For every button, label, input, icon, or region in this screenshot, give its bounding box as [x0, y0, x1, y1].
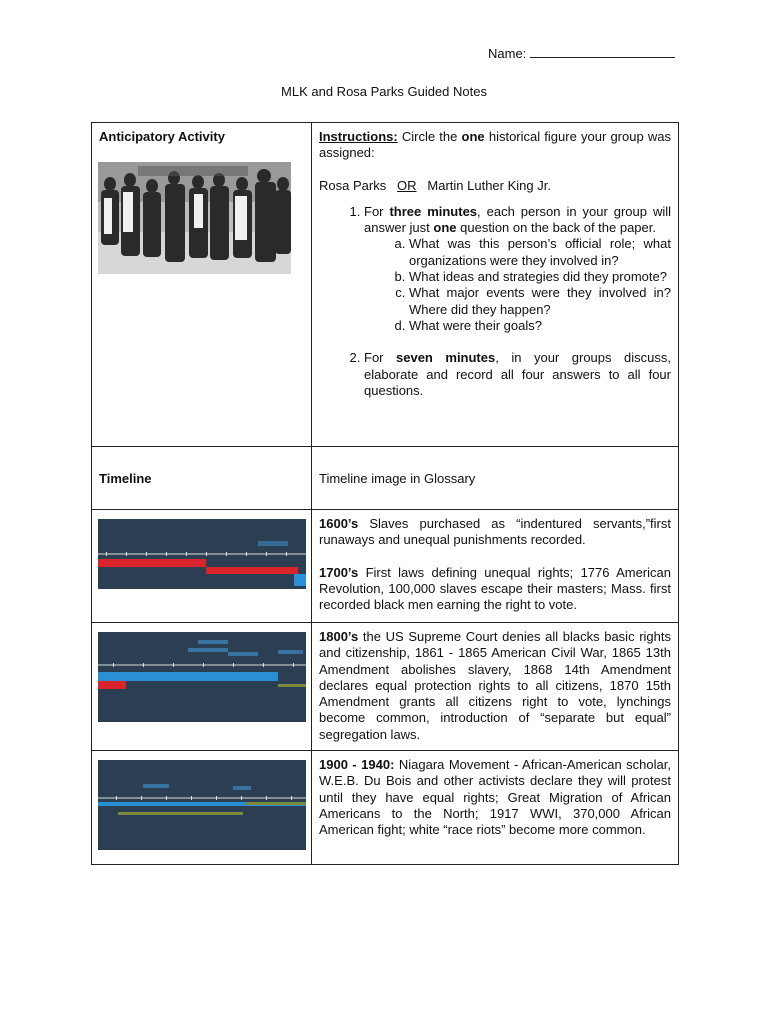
period-1900-1940: 1900 - 1940: Niagara Movement - African-American scholar, W.E.B. Du Bois and other activists declare they will protest until they have equal rights; Great Migration of African Americans to the North; 1917 WWI, 370,000 African American fight; white “race riots” become more common. — [319, 757, 671, 838]
choice-mlk[interactable]: Martin Luther King Jr. — [427, 177, 551, 193]
document-title: MLK and Rosa Parks Guided Notes — [281, 84, 487, 99]
instructions-label: Instructions: — [319, 129, 398, 144]
anticipatory-label: Anticipatory Activity — [99, 129, 225, 144]
activity-steps — [319, 204, 671, 399]
timeline-image-1900s — [98, 760, 306, 850]
period-1800s-cell — [312, 623, 679, 751]
timeline-image-cell — [92, 751, 312, 865]
name-label: Name: — [488, 46, 527, 61]
question-item: a. What was this person’s official role; what organizations were they involved in? — [409, 236, 671, 269]
period-1700s: 1700’s First laws defining unequal rights; 1776 American Revolution, 100,000 slaves escape their masters; Mass. first recorded black men earning the right to vote. — [319, 564, 671, 613]
table-row-1900-1940 — [92, 751, 679, 865]
name-field[interactable] — [488, 45, 675, 61]
table-row-timeline — [92, 447, 679, 510]
question-item: b. What ideas and strategies did they promote? — [409, 269, 671, 285]
timeline-image-cell — [92, 510, 312, 623]
question-item: c. What major events were they involved in? Where did they happen? — [409, 285, 671, 318]
table-row-1600s-1700s — [92, 510, 679, 623]
guided-notes-table — [91, 122, 679, 865]
question-item: d. What were their goals? — [409, 318, 671, 334]
period-1900-1940-cell — [312, 751, 679, 865]
timeline-image-cell — [92, 623, 312, 751]
period-1600s-1700s-cell — [312, 510, 679, 623]
step-2: 2. For seven minutes, in your groups discuss, elaborate and record all four answers to all four questions. — [364, 350, 671, 399]
instructions-post: historical figure your group was assigned: — [319, 129, 671, 161]
period-1600s: 1600’s Slaves purchased as “indentured servants,”first runaways and unequal punishments recorded. — [319, 516, 671, 548]
march-photo — [98, 162, 291, 274]
timeline-image-1800s — [98, 632, 306, 722]
instructions-cell — [312, 123, 679, 447]
timeline-reference: Timeline image in Glossary — [319, 471, 476, 486]
name-blank-line[interactable] — [530, 45, 675, 58]
timeline-image-1600s — [98, 519, 306, 589]
instructions-emphasis: one — [461, 129, 485, 144]
table-row-1800s — [92, 623, 679, 751]
choice-or: OR — [397, 177, 417, 193]
table-row-anticipatory — [92, 123, 679, 447]
timeline-label: Timeline — [99, 471, 152, 486]
instructions-pre: Circle the — [401, 129, 458, 144]
question-list — [364, 236, 671, 334]
instructions-text — [319, 129, 671, 162]
timeline-text-cell — [312, 447, 679, 510]
choice-rosa-parks[interactable]: Rosa Parks — [319, 177, 387, 193]
figure-choice[interactable] — [319, 178, 671, 194]
anticipatory-cell — [92, 123, 312, 447]
period-1800s: 1800’s the US Supreme Court denies all blacks basic rights and citizenship, 1861 - 1865 American Civil War, 1865 13th Amendment abolishes slavery, 1868 14th Amendment declares equal protection rights to all citizens, 1870 15th Amendment grants all citizens right to vote, lynchings become common, introduction of “separate but equal” segregation laws. — [319, 629, 671, 742]
timeline-label-cell — [92, 447, 312, 510]
step-1: 1. For three minutes, each person in your group will answer just one question on the back of the paper. a. What was this person’s official role; what organizations were they involved in? b. What ideas and strategies did they promote? c. What major events were they involved in? Where did they happen? d. What were their goals? — [364, 204, 671, 334]
